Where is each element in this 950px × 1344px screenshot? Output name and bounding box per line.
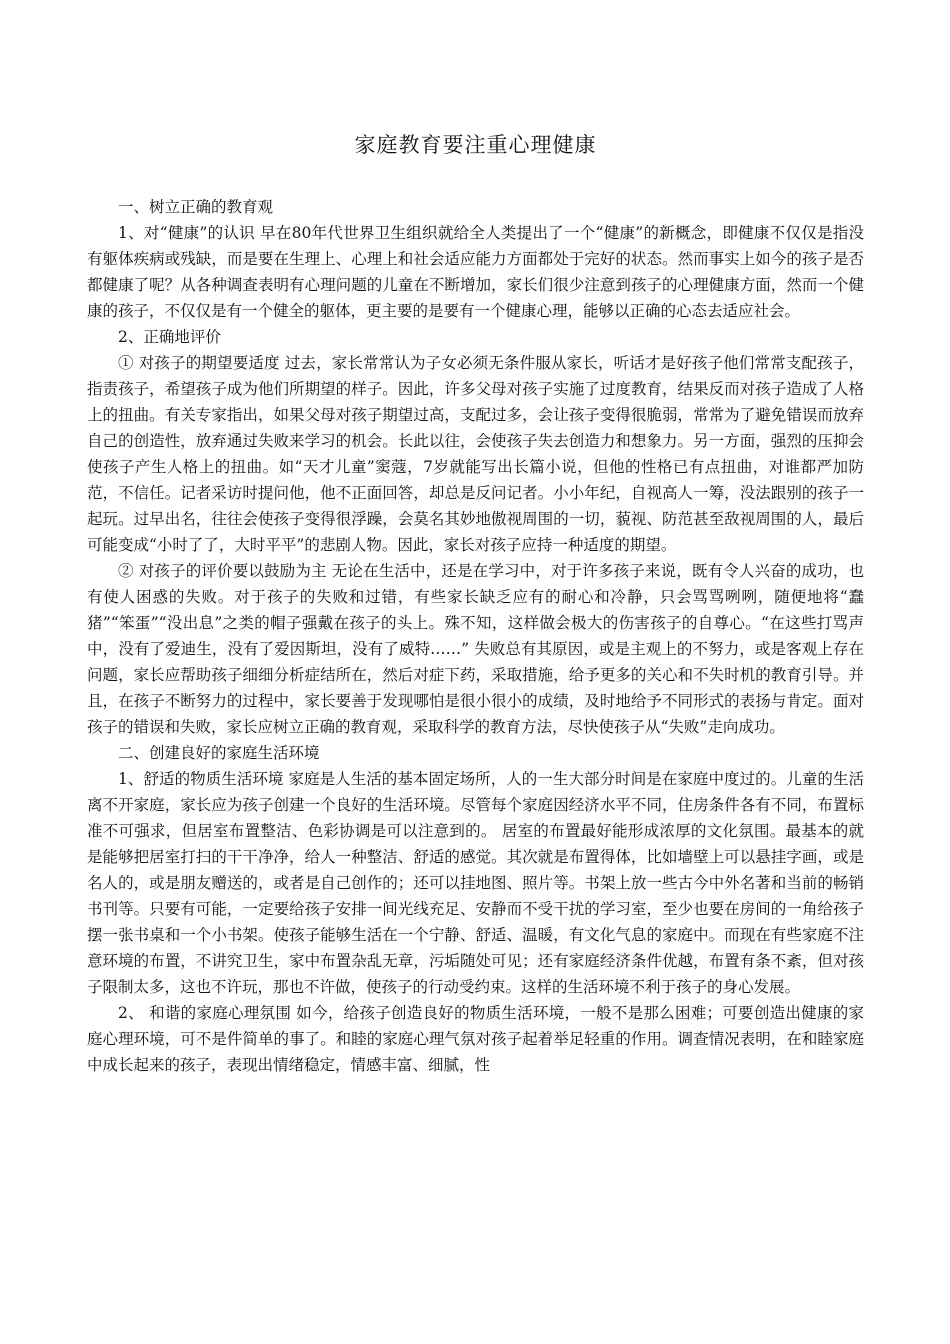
section-heading: 一、树立正确的教育观 [118, 198, 274, 216]
paragraph: 1、舒适的物质生活环境 家庭是人生活的基本固定场所，人的一生大部分时间是在家庭中度过的。儿童的生活离不开家庭，家长应为孩子创建一个良好的生活环境。尽管每个家庭因经济水平不同，住房条件各有不同，布置标准不可强求，但居室布置整洁、色彩协调是可以注意到的。 居室的布置最好能形成浓厚的文化氛围。最基本的就是能够把居室打扫的干干净净，给人一种整洁、舒适的感觉。其次就是布置得体，比如墙壁上可以悬挂字画，或是名人的，或是朋友赠送的，或者是自己创作的；还可以挂地图、照片等。书架上放一些古今中外名著和当前的畅销书刊等。只要有可能，一定要给孩子安排一间光线充足、安静而不受干扰的学习室，至少也要在房间的一角给孩子摆一张书桌和一个小书架。使孩子能够生活在一个宁静、舒适、温暖，有文化气息的家庭中。而现在有些家庭不注意环境的布置，不讲究卫生，家中布置杂乱无章，污垢随处可见；还有家庭经济条件优越，布置有条不紊，但对孩子限制太多，这也不许玩，那也不许做，使孩子的行动受约束。这样的生活环境不利于孩子的身心发展。 [87, 770, 864, 996]
paragraph: 2、 和谐的家庭心理氛围 如今，给孩子创造良好的物质生活环境，一般不是那么困难；可要创造出健康的家庭心理环境，可不是件简单的事了。和睦的家庭心理气氛对孩子起着举足轻重的作用。调查情况表明，在和睦家庭中成长起来的孩子，表现出情绪稳定，情感丰富、细腻，性 [87, 1004, 864, 1074]
document-body [87, 194, 864, 1078]
paragraph: ② 对孩子的评价要以鼓励为主 无论在生活中，还是在学习中，对于许多孩子来说，既有令人兴奋的成功，也有使人困惑的失败。对于孩子的失败和过错，有些家长缺乏应有的耐心和冷静，只会骂骂咧咧，随便地将“蠢猪”“笨蛋”“没出息”之类的帽子强戴在孩子的头上。殊不知，这样做会极大的伤害孩子的自尊心。“在这些打骂声中，没有了爱迪生，没有了爱因斯坦，没有了威特……” 失败总有其原因，或是主观上的不努力，或是客观上存在问题，家长应帮助孩子细细分析症结所在，然后对症下药，采取措施，给予更多的关心和不失时机的教育引导。并且，在孩子不断努力的过程中，家长要善于发现哪怕是很小很小的成绩，及时地给予不同形式的表扬与肯定。面对孩子的错误和失败，家长应树立正确的教育观，采取科学的教育方法，尽快使孩子从“失败”走向成功。 [87, 562, 864, 736]
section-heading: 二、创建良好的家庭生活环境 [118, 744, 320, 762]
subsection-heading: 2、正确地评价 [118, 328, 221, 346]
paragraph: ① 对孩子的期望要适度 过去，家长常常认为子女必须无条件服从家长，听话才是好孩子他们常常支配孩子，指责孩子，希望孩子成为他们所期望的样子。因此，许多父母对孩子实施了过度教育，结果反而对孩子造成了人格上的扭曲。有关专家指出，如果父母对孩子期望过高，支配过多，会让孩子变得很脆弱，常常为了避免错误而放弃自己的创造性，放弃通过失败来学习的机会。长此以往，会使孩子失去创造力和想象力。另一方面，强烈的压抑会使孩子产生人格上的扭曲。如“天才儿童”窦蔻，7岁就能写出长篇小说，但他的性格已有点扭曲，对谁都严加防范，不信任。记者采访时提问他，他不正面回答，却总是反问记者。小小年纪，自视高人一筹，没法跟别的孩子一起玩。过早出名，往往会使孩子变得很浮躁，会莫名其妙地傲视周围的一切，藐视、防范甚至敌视周围的人，最后可能变成“小时了了，大时平平”的悲剧人物。因此，家长对孩子应持一种适度的期望。 [87, 354, 864, 554]
document-page [87, 130, 864, 1078]
document-title: 家庭教育要注重心理健康 [354, 133, 597, 157]
paragraph: 1、对“健康”的认识 早在80年代世界卫生组织就给全人类提出了一个“健康”的新概念，即健康不仅仅是指没有躯体疾病或残缺，而是要在生理上、心理上和社会适应能力方面都处于完好的状态。然而事实上如今的孩子是否都健康了呢？从各种调查表明有心理问题的儿童在不断增加，家长们很少注意到孩子的心理健康方面，然而一个健康的孩子，不仅仅是有一个健全的躯体，更主要的是要有一个健康心理，能够以正确的心态去适应社会。 [87, 224, 864, 320]
